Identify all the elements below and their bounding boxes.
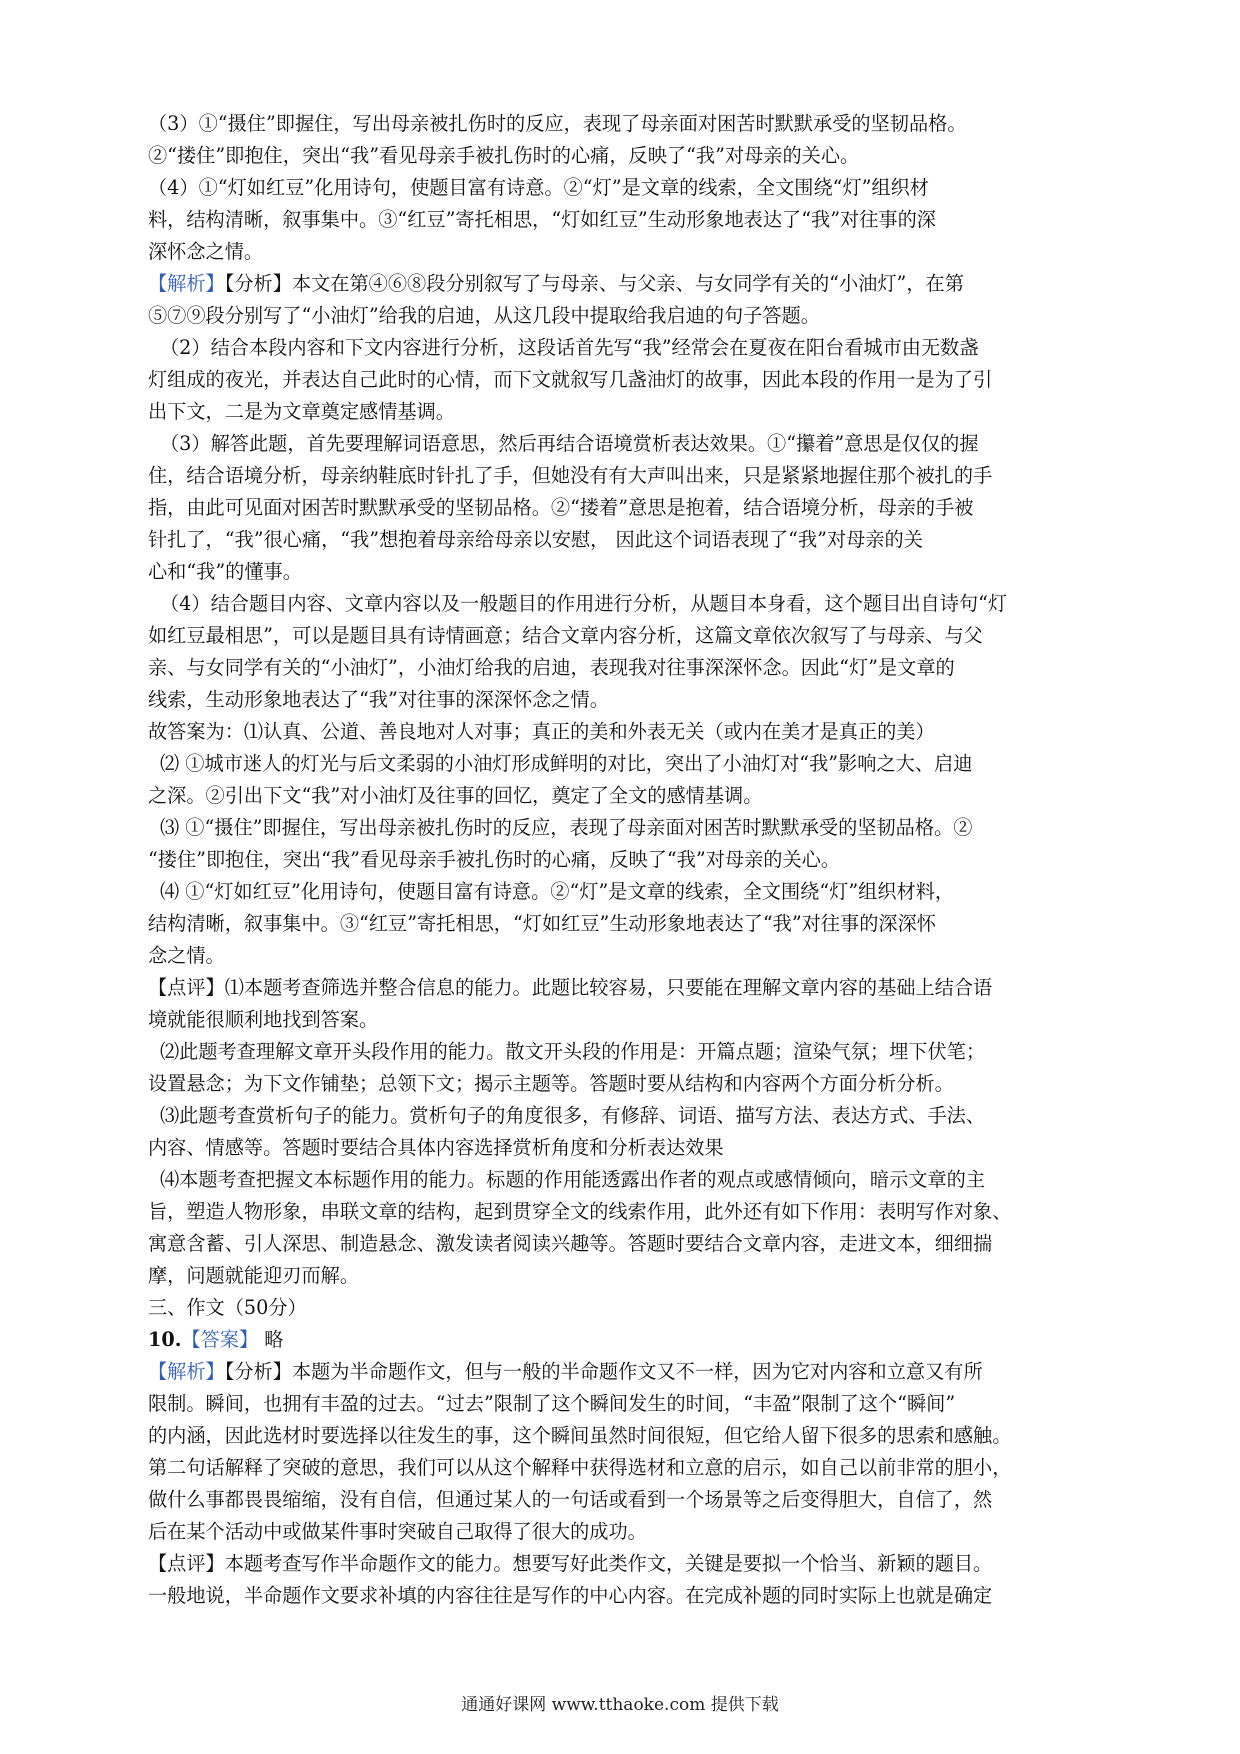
text-line bbox=[148, 396, 1108, 428]
line-text: （3）①“摄住”即握住，写出母亲被扎伤时的反应，表现了母亲面对困苦时默默承受的坚韧品格。 bbox=[148, 112, 967, 135]
line-text: ⑤⑦⑨段分别写了“小油灯”给我的启迪，从这几段中提取给我启迪的句子答题。 bbox=[148, 304, 820, 327]
line-text: 亲、与女同学有关的“小油灯”，小油灯给我的启迪，表现我对往事深深怀念。因此“灯”是文章的 bbox=[148, 656, 955, 679]
text-line bbox=[148, 1004, 1108, 1036]
document-body bbox=[148, 108, 1108, 1612]
line-text: 【点评】⑴本题考查筛选并整合信息的能力。此题比较容易，只要能在理解文章内容的基础上结合语 bbox=[148, 976, 993, 999]
line-text: 境就能很顺利地找到答案。 bbox=[148, 1008, 379, 1031]
line-text: ⑷本题考查把握文本标题作用的能力。标题的作用能透露出作者的观点或感情倾向，暗示文章的主 bbox=[160, 1168, 986, 1191]
text-line bbox=[148, 460, 1108, 492]
section-tag: 【解析】 bbox=[148, 1360, 225, 1383]
line-text: （4）①“灯如红豆”化用诗句，使题目富有诗意。②“灯”是文章的线索，全文围绕“灯”组织材 bbox=[148, 176, 929, 199]
line-text: 住，结合语境分析，母亲纳鞋底时针扎了手，但她没有有大声叫出来，只是紧紧地握住那个被扎的手 bbox=[148, 464, 993, 487]
line-text: 限制。瞬间，也拥有丰盈的过去。“过去”限制了这个瞬间发生的时间，“丰盈”限制了这个“瞬间” bbox=[148, 1392, 956, 1415]
text-line bbox=[148, 1580, 1108, 1612]
line-text: 一般地说，半命题作文要求补填的内容往往是写作的中心内容。在完成补题的同时实际上也就是确定 bbox=[148, 1584, 993, 1607]
text-line bbox=[148, 524, 1108, 556]
text-line bbox=[148, 332, 1108, 364]
text-line bbox=[148, 1036, 1108, 1068]
text-line bbox=[148, 300, 1108, 332]
line-text: 【点评】本题考查写作半命题作文的能力。想要写好此类作文，关键是要拟一个恰当、新颖的题目。 bbox=[148, 1552, 993, 1575]
line-text: 线索，生动形象地表达了“我”对往事的深深怀念之情。 bbox=[148, 688, 609, 711]
line-text: ⑵ ①城市迷人的灯光与后文柔弱的小油灯形成鲜明的对比，突出了小油灯对“我”影响之大、启迪 bbox=[160, 752, 973, 775]
text-line bbox=[148, 108, 1108, 140]
line-text: 故答案为：⑴认真、公道、善良地对人对事；真正的美和外表无关（或内在美才是真正的美） bbox=[148, 720, 935, 743]
line-text: 念之情。 bbox=[148, 944, 225, 967]
text-line bbox=[148, 1100, 1108, 1132]
section-tag: 【答案】 bbox=[181, 1328, 259, 1351]
text-line bbox=[148, 620, 1108, 652]
line-text: ②“搂住”即抱住，突出“我”看见母亲手被扎伤时的心痛，反映了“我”对母亲的关心。 bbox=[148, 144, 860, 167]
text-line bbox=[148, 652, 1108, 684]
text-line bbox=[148, 140, 1108, 172]
line-text: 结构清晰，叙事集中。③“红豆”寄托相思，“灯如红豆”生动形象地表达了“我”对往事的深深怀 bbox=[148, 912, 936, 935]
line-text: 寓意含蓄、引人深思、制造悬念、激发读者阅读兴趣等。答题时要结合文章内容，走进文本，细细揣 bbox=[148, 1232, 993, 1255]
line-text: ⑵此题考查理解文章开头段作用的能力。散文开头段的作用是：开篇点题；渲染气氛；埋下伏笔； bbox=[160, 1040, 986, 1063]
text-line bbox=[148, 780, 1108, 812]
text-line bbox=[148, 908, 1108, 940]
line-text: 旨，塑造人物形象，串联文章的结构，起到贯穿全文的线索作用，此外还有如下作用：表明写作对象、 bbox=[148, 1200, 1012, 1223]
line-text: 做什么事都畏畏缩缩，没有自信，但通过某人的一句话或看到一个场景等之后变得胆大，自信了，然 bbox=[148, 1488, 993, 1511]
text-line bbox=[148, 1196, 1108, 1228]
text-line bbox=[148, 1516, 1108, 1548]
text-line bbox=[148, 236, 1108, 268]
text-line bbox=[148, 1228, 1108, 1260]
page-footer: 通通好课网 www.tthaoke.com 提供下载 bbox=[461, 1695, 779, 1715]
line-text: （2）结合本段内容和下文内容进行分析，这段话首先写“我”经常会在夏夜在阳台看城市由无数盏 bbox=[160, 336, 979, 359]
text-line bbox=[148, 972, 1108, 1004]
line-text: 设置悬念；为下文作铺垫；总领下文；揭示主题等。答题时要从结构和内容两个方面分析分析。 bbox=[148, 1072, 954, 1095]
line-text: 指，由此可见面对困苦时默默承受的坚韧品格。②“搂着”意思是抱着，结合语境分析，母亲的手被 bbox=[148, 496, 974, 519]
line-text: 三、作文（50分） bbox=[148, 1296, 307, 1319]
text-line bbox=[148, 1068, 1108, 1100]
text-line bbox=[148, 844, 1108, 876]
text-line bbox=[148, 684, 1108, 716]
line-text: 深怀念之情。 bbox=[148, 240, 264, 263]
text-line bbox=[148, 268, 1108, 300]
line-text: 【分析】本题为半命题作文，但与一般的半命题作文又不一样，因为它对内容和立意又有所 bbox=[224, 1360, 983, 1383]
line-text: 内容、情感等。答题时要结合具体内容选择赏析角度和分析表达效果 bbox=[148, 1136, 724, 1159]
line-text: 摩，问题就能迎刃而解。 bbox=[148, 1264, 360, 1287]
line-text: “搂住”即抱住，突出“我”看见母亲手被扎伤时的心痛，反映了“我”对母亲的关心。 bbox=[148, 848, 841, 871]
line-text: 心和“我”的懂事。 bbox=[148, 560, 302, 583]
line-text: 【分析】本文在第④⑥⑧段分别叙写了与母亲、与父亲、与女同学有关的“小油灯”，在第 bbox=[224, 272, 964, 295]
text-line bbox=[148, 204, 1108, 236]
text-line bbox=[148, 172, 1108, 204]
question-number: 10. bbox=[148, 1328, 182, 1351]
text-line bbox=[148, 1452, 1108, 1484]
line-text: （3）解答此题，首先要理解词语意思，然后再结合语境赏析表达效果。①“攥着”意思是仅仅的握 bbox=[160, 432, 979, 455]
line-text: 的内涵，因此选材时要选择以往发生的事，这个瞬间虽然时间很短，但它给人留下很多的思索和感触。 bbox=[148, 1424, 1012, 1447]
text-line bbox=[148, 1260, 1108, 1292]
text-line bbox=[148, 748, 1108, 780]
text-line bbox=[148, 716, 1108, 748]
text-line bbox=[148, 1484, 1108, 1516]
text-line bbox=[148, 1388, 1108, 1420]
line-text: 第二句话解释了突破的意思，我们可以从这个解释中获得选材和立意的启示，如自己以前非常的胆小， bbox=[148, 1456, 1012, 1479]
text-line bbox=[148, 1132, 1108, 1164]
text-line bbox=[148, 876, 1108, 908]
text-line bbox=[148, 812, 1108, 844]
line-text: 后在某个活动中或做某件事时突破自己取得了很大的成功。 bbox=[148, 1520, 647, 1543]
text-line bbox=[148, 1420, 1108, 1452]
text-line bbox=[148, 1164, 1108, 1196]
line-text: 略 bbox=[258, 1328, 284, 1351]
line-text: 如红豆最相思”，可以是题目具有诗情画意；结合文章内容分析，这篇文章依次叙写了与母亲、与父 bbox=[148, 624, 983, 647]
line-text: 灯组成的夜光，并表达自己此时的心情，而下文就叙写几盏油灯的故事，因此本段的作用一是为了引 bbox=[148, 368, 993, 391]
text-line bbox=[148, 492, 1108, 524]
text-line bbox=[148, 428, 1108, 460]
text-line bbox=[148, 940, 1108, 972]
line-text: ⑷ ①“灯如红豆”化用诗句，使题目富有诗意。②“灯”是文章的线索，全文围绕“灯”组织材料， bbox=[160, 880, 955, 903]
line-text: （4）结合题目内容、文章内容以及一般题目的作用进行分析，从题目本身看，这个题目出自诗句“灯 bbox=[160, 592, 1008, 615]
text-line bbox=[148, 556, 1108, 588]
line-text: 料，结构清晰，叙事集中。③“红豆”寄托相思，“灯如红豆”生动形象地表达了“我”对往事的深 bbox=[148, 208, 936, 231]
text-line bbox=[148, 588, 1108, 620]
line-text: 针扎了，“我”很心痛，“我”想抱着母亲给母亲以安慰， 因此这个词语表现了“我”对母亲的关 bbox=[148, 528, 923, 551]
text-line bbox=[148, 1324, 1108, 1356]
section-tag: 【解析】 bbox=[148, 272, 225, 295]
text-line bbox=[148, 1548, 1108, 1580]
line-text: ⑶ ①“摄住”即握住，写出母亲被扎伤时的反应，表现了母亲面对困苦时默默承受的坚韧品格。② bbox=[160, 816, 973, 839]
text-line bbox=[148, 1292, 1108, 1324]
text-line bbox=[148, 364, 1108, 396]
line-text: 出下文，二是为文章奠定感情基调。 bbox=[148, 400, 455, 423]
line-text: 之深。②引出下文“我”对小油灯及往事的回忆，奠定了全文的感情基调。 bbox=[148, 784, 763, 807]
text-line bbox=[148, 1356, 1108, 1388]
line-text: ⑶此题考查赏析句子的能力。赏析句子的角度很多，有修辞、词语、描写方法、表达方式、手法、 bbox=[160, 1104, 986, 1127]
